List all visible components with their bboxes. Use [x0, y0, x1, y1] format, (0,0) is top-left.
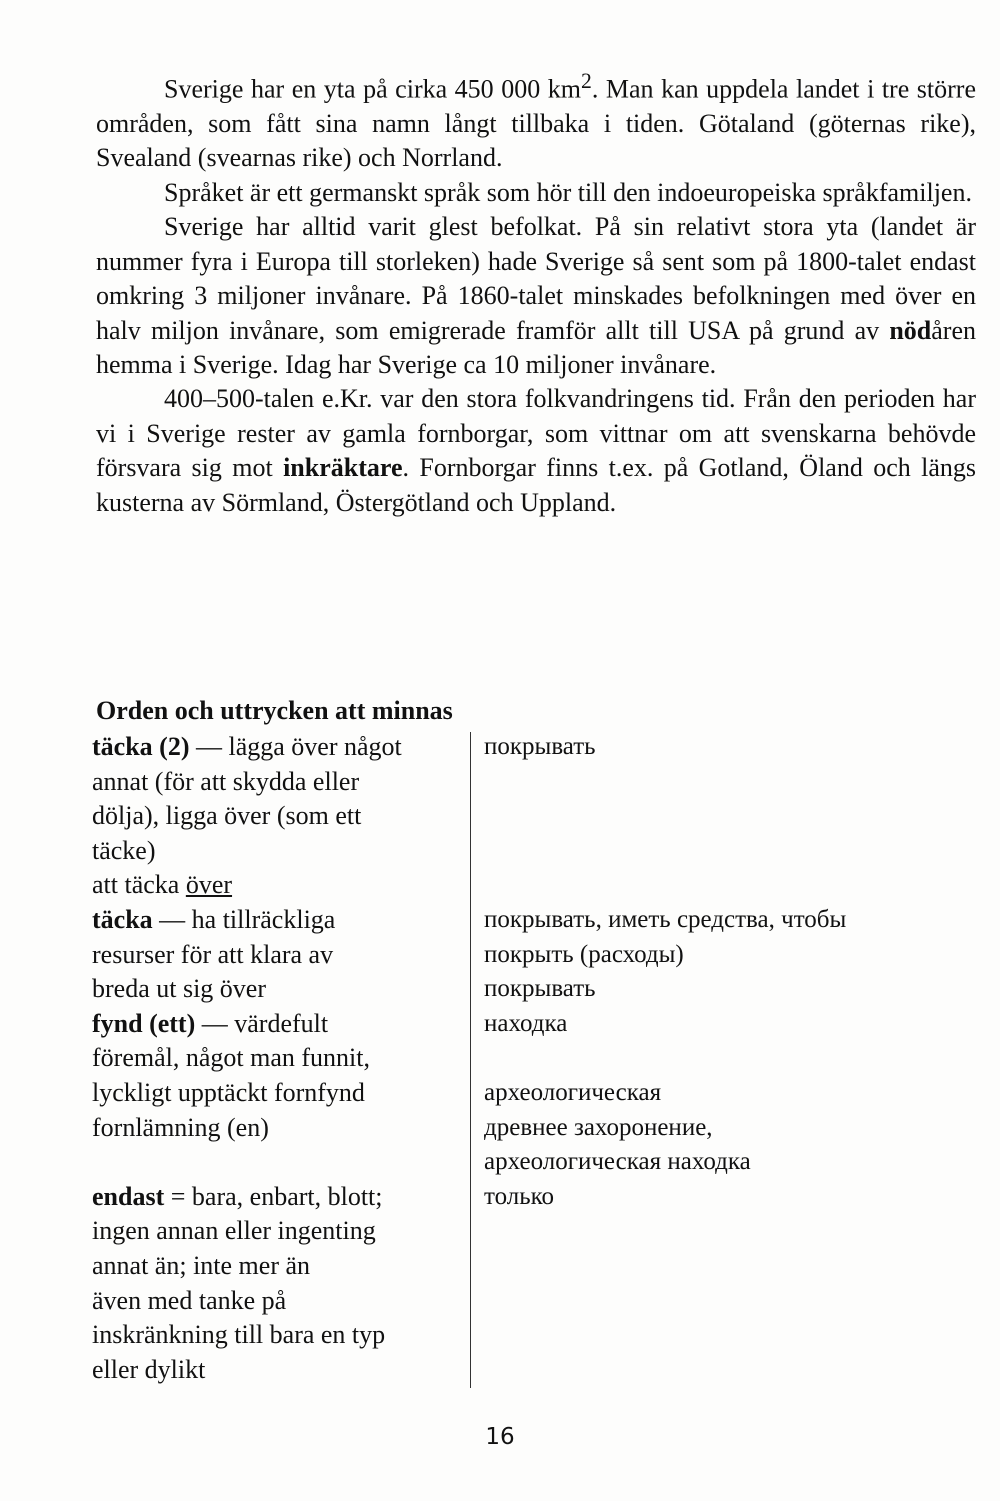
vocab-line: föremål, något man funnit,	[92, 1043, 370, 1073]
bold-word-nod: nöd	[889, 315, 932, 345]
body-text	[96, 64, 976, 520]
vocab-term: täcka (2)	[92, 732, 190, 761]
vocab-line	[92, 868, 467, 903]
paragraph-language: Språket är ett germanskt språk som hör till den indoeuropeiska språkfamiljen.	[164, 177, 972, 207]
vocab-swedish-column	[92, 730, 467, 1387]
superscript-2: 2	[581, 69, 592, 93]
vocab-term: endast	[92, 1181, 165, 1211]
translation-line: покрыть (расходы)	[484, 940, 684, 968]
translation-line: археологическая находка	[484, 1148, 751, 1176]
vocab-definition: = bara, enbart, blott;	[164, 1181, 383, 1211]
vocab-line: lyckligt upptäckt fornfynd	[92, 1077, 365, 1107]
translation-line: археологическая	[484, 1078, 662, 1106]
translation-blank-line	[484, 765, 984, 800]
vocab-line: breda ut sig över	[92, 974, 267, 1004]
translation-line: покрывать	[484, 733, 596, 760]
vocab-definition: — värdefult	[195, 1008, 329, 1038]
vocab-line: dölja), ligga över (som ett	[92, 801, 362, 831]
translation-line: покрывать, иметь средства, чтобы	[484, 905, 847, 933]
paragraph-population	[96, 210, 976, 382]
translation-blank-line	[484, 868, 984, 903]
vocab-phrase: att täcka	[92, 870, 186, 900]
translation-line: древнее захоронение,	[484, 1113, 713, 1141]
paragraph-population-text: Sverige har alltid varit glest befolkat. På sin relativt stora yta (landet är nummer fyra i Europa till storleken) hade Sverige så sent som på 1800-talet endast omkring 3 miljoner invånare. På 1860-talet minskades befolkningen med över en halv miljon invånare, som emigrerade framför allt till USA på grund av	[96, 212, 976, 345]
vocab-line	[92, 730, 467, 765]
vocab-line	[92, 1180, 467, 1215]
translation-line: покрывать	[484, 975, 596, 1003]
vocab-line: annat än; inte mer än	[92, 1250, 311, 1280]
paragraph-population-text-cont: åren hemma i Sverige. Idag har Sverige ca 10 miljoner invånare.	[96, 315, 976, 379]
vocab-line: fornlämning (en)	[92, 1112, 269, 1142]
translation-blank-line	[484, 834, 984, 869]
underlined-word: över	[185, 870, 233, 900]
translation-blank-line	[484, 1041, 984, 1076]
paragraph-area-text: Sverige har en yta på cirka 450 000 km	[164, 74, 581, 104]
translation-blank-line	[484, 799, 984, 834]
column-divider	[470, 732, 471, 1388]
page-number: 16	[485, 1424, 515, 1450]
vocab-line: resurser för att klara av	[92, 939, 334, 969]
vocab-line	[92, 903, 467, 938]
translation-line: только	[484, 1182, 555, 1210]
paragraph-history-text-cont: . Fornborgar finns t.ex. på Gotland, Öland och längs kusterna av Sörmland, Östergötland och Uppland.	[96, 453, 976, 517]
paragraph-history-text: 400–500-talen e.Kr. var den stora folkvandringens tid. Från den perioden har vi i Sverige rester av gamla fornborgar, som vittnar om att svenskarna behövde försvara sig mot	[96, 384, 976, 483]
vocab-line: täcke)	[92, 835, 156, 865]
vocab-heading: Orden och uttrycken att minnas	[96, 696, 453, 725]
vocab-line: även med tanke på	[92, 1285, 287, 1315]
vocab-term: täcka	[92, 904, 153, 934]
translation-line: находка	[484, 1009, 568, 1037]
vocab-definition: — lägga över något	[189, 732, 402, 761]
vocab-definition: — ha tillräckliga	[152, 904, 336, 934]
paragraph-history	[96, 382, 976, 520]
vocab-term: fynd (ett)	[92, 1008, 196, 1038]
paragraph-area	[96, 64, 976, 176]
vocab-line: inskränkning till bara en typ	[92, 1320, 386, 1350]
vocab-line: eller dylikt	[92, 1354, 206, 1384]
vocab-line	[92, 1007, 467, 1042]
bold-word-inkraktare: inkräktare	[283, 453, 403, 483]
vocab-blank-line	[92, 1145, 467, 1180]
vocab-line: ingen annan eller ingenting	[92, 1216, 376, 1246]
vocab-line: annat (för att skydda eller	[92, 766, 360, 796]
vocab-russian-column	[484, 730, 984, 1214]
paragraph-area-text-cont: . Man kan uppdela landet i tre större områden, som fått sina namn långt tillbaka i tiden. Götaland (göternas rike), Svealand (svearnas rike) och Norrland.	[96, 74, 977, 173]
